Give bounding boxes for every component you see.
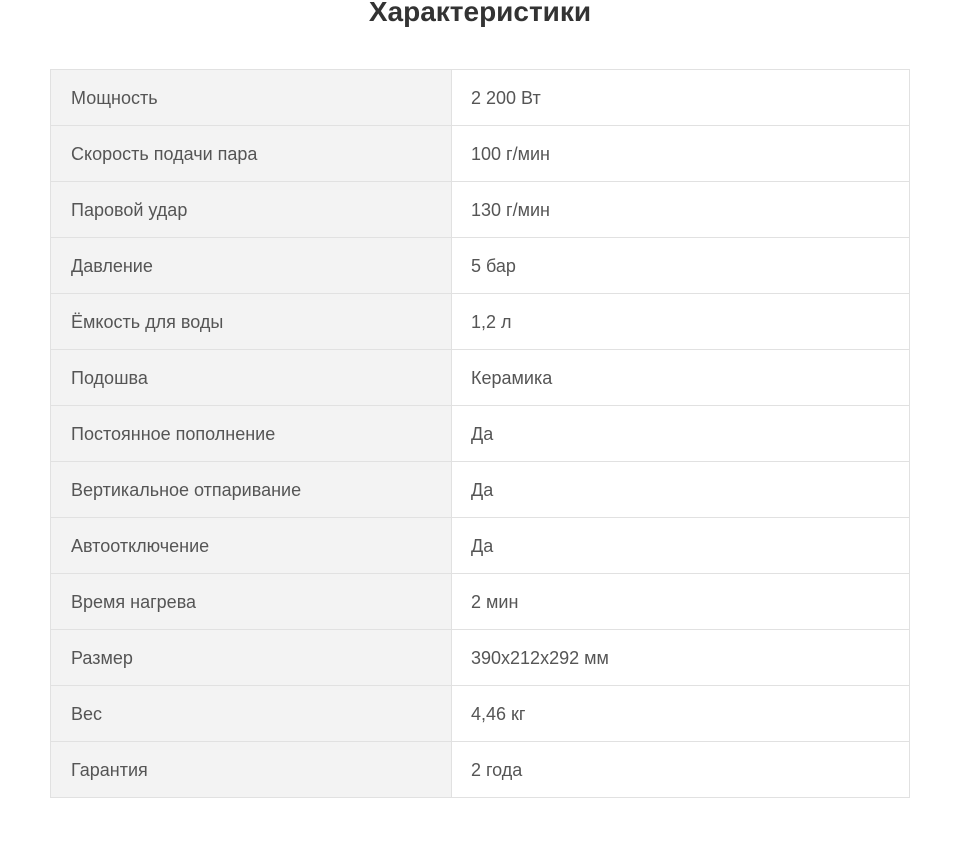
table-row: [51, 742, 910, 798]
spec-value: 5 бар: [452, 238, 910, 294]
spec-name: Вес: [51, 686, 452, 742]
table-row: [51, 630, 910, 686]
specs-table: [50, 69, 910, 798]
spec-name: Постоянное пополнение: [51, 406, 452, 462]
table-row: [51, 70, 910, 126]
table-row: [51, 406, 910, 462]
spec-value: Да: [452, 462, 910, 518]
spec-name: Автоотключение: [51, 518, 452, 574]
spec-value: Керамика: [452, 350, 910, 406]
spec-name: Скорость подачи пара: [51, 126, 452, 182]
table-row: [51, 462, 910, 518]
spec-name: Мощность: [51, 70, 452, 126]
spec-value: 4,46 кг: [452, 686, 910, 742]
page-title: Характеристики: [368, 0, 592, 27]
table-row: [51, 182, 910, 238]
spec-value: Да: [452, 518, 910, 574]
spec-name: Давление: [51, 238, 452, 294]
spec-value: 100 г/мин: [452, 126, 910, 182]
spec-name: Гарантия: [51, 742, 452, 798]
table-row: [51, 238, 910, 294]
table-row: [51, 518, 910, 574]
spec-value: 1,2 л: [452, 294, 910, 350]
spec-name: Подошва: [51, 350, 452, 406]
spec-name: Вертикальное отпаривание: [51, 462, 452, 518]
table-row: [51, 350, 910, 406]
table-row: [51, 574, 910, 630]
spec-name: Ёмкость для воды: [51, 294, 452, 350]
spec-name: Размер: [51, 630, 452, 686]
spec-value: 2 года: [452, 742, 910, 798]
spec-value: 2 200 Вт: [452, 70, 910, 126]
spec-name: Время нагрева: [51, 574, 452, 630]
table-row: [51, 126, 910, 182]
spec-value: Да: [452, 406, 910, 462]
spec-value: 390x212x292 мм: [452, 630, 910, 686]
table-row: [51, 686, 910, 742]
spec-value: 2 мин: [452, 574, 910, 630]
spec-name: Паровой удар: [51, 182, 452, 238]
table-row: [51, 294, 910, 350]
spec-value: 130 г/мин: [452, 182, 910, 238]
